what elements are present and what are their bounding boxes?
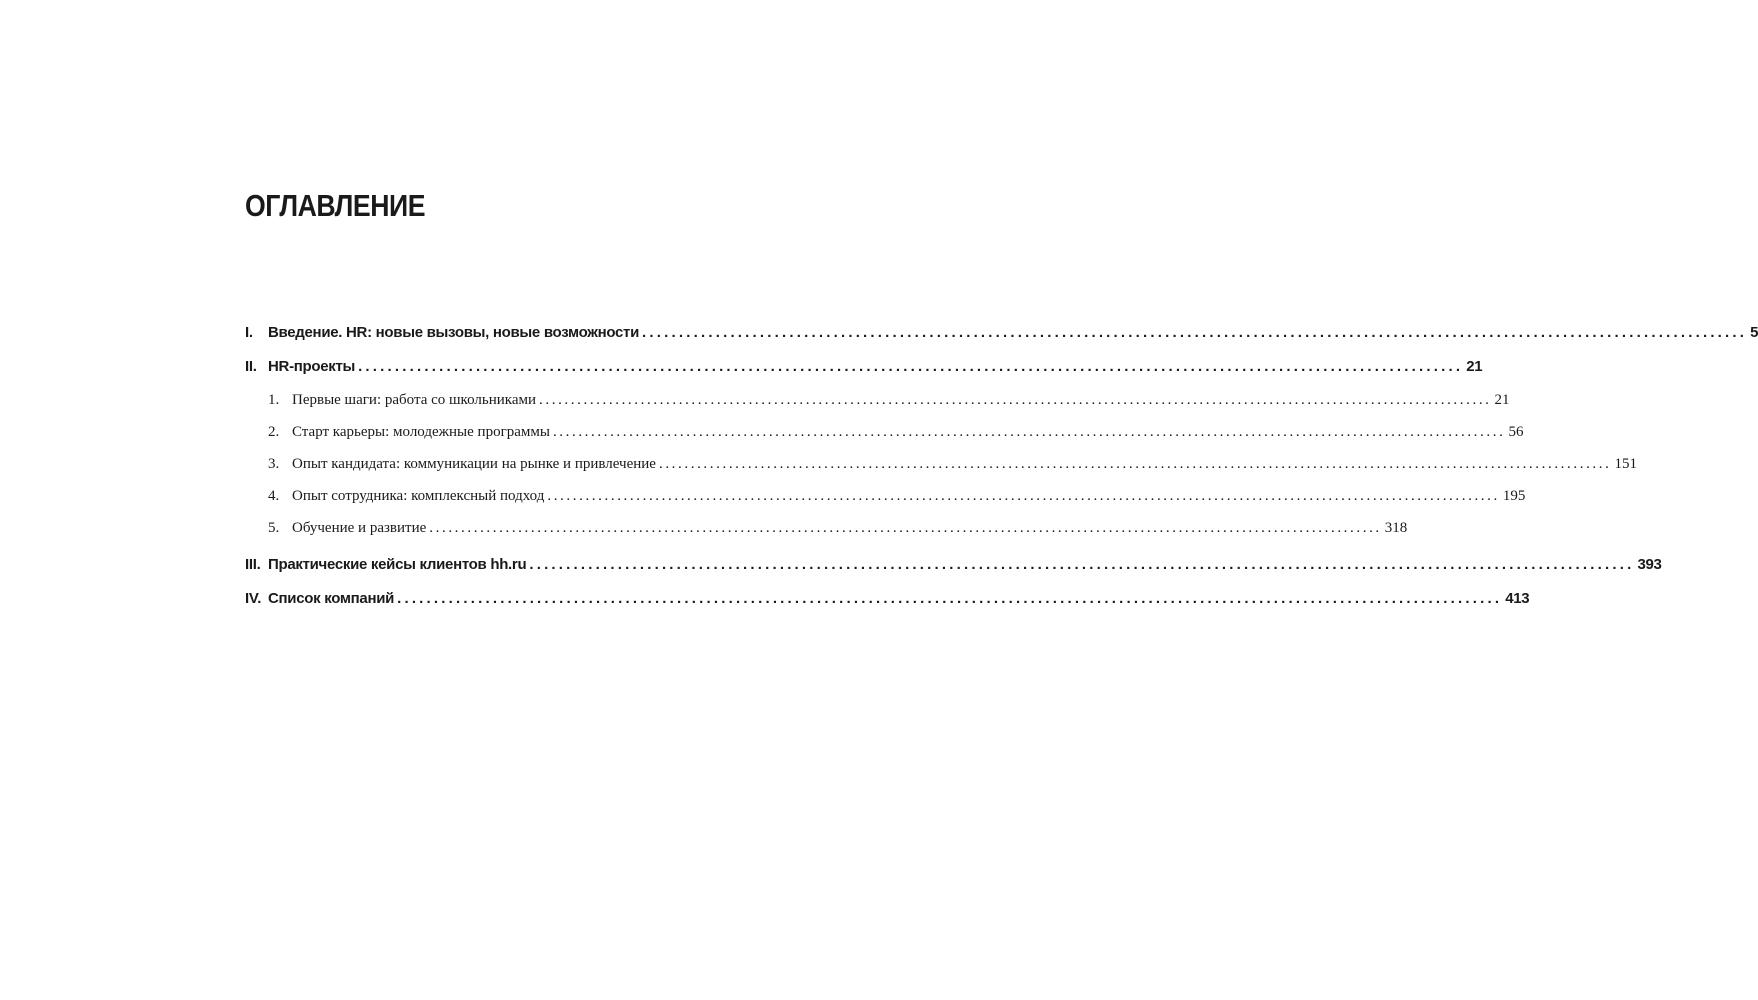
toc-entry-page: 56 — [1508, 424, 1524, 440]
dot-leader: ...................................................................................................................................................... — [397, 590, 1503, 607]
toc-entry-page: 318 — [1384, 520, 1408, 536]
dot-leader: ...................................................................................................................................................... — [547, 488, 1500, 504]
toc-subentry-2[interactable] — [245, 416, 1524, 448]
dot-leader: ...................................................................................................................................................... — [552, 424, 1506, 440]
toc-entry-title: Обучение и развитие — [292, 520, 427, 536]
toc-entry-number: 2. — [268, 424, 280, 440]
toc-entry-page: 21 — [1494, 392, 1510, 408]
toc-entry-part-3[interactable] — [245, 548, 1662, 582]
toc-entry-title: HR-проекты — [268, 358, 356, 375]
toc-entry-part-2[interactable] — [245, 350, 1483, 384]
toc-entry-title: Список компаний — [268, 590, 395, 607]
toc-entry-title: Практические кейсы клиентов hh.ru — [268, 556, 527, 573]
dot-leader: ...................................................................................................................................................... — [529, 556, 1635, 573]
toc-entry-page: 393 — [1637, 556, 1662, 573]
toc-entry-number: II. — [245, 358, 257, 375]
toc-entry-number: III. — [245, 556, 261, 573]
toc-entry-page: 195 — [1502, 488, 1526, 504]
toc-entry-page: 413 — [1505, 590, 1530, 607]
toc-entry-number: 3. — [268, 456, 280, 472]
toc-entry-page: 21 — [1466, 358, 1483, 375]
toc-entry-title: Опыт кандидата: коммуникации на рынке и привлечение — [292, 456, 656, 472]
dot-leader: ...................................................................................................................................................... — [539, 392, 1492, 408]
toc-entry-number: 4. — [268, 488, 280, 504]
toc-entry-number: 1. — [268, 392, 280, 408]
dot-leader: ...................................................................................................................................................... — [658, 456, 1612, 472]
table-of-contents — [245, 316, 1758, 616]
toc-entry-number: IV. — [245, 590, 262, 607]
toc-entry-title: Старт карьеры: молодежные программы — [292, 424, 550, 440]
toc-subentry-5[interactable] — [245, 512, 1408, 544]
toc-entry-number: I. — [245, 324, 253, 341]
toc-entry-page: 151 — [1614, 456, 1637, 472]
dot-leader: ...................................................................................................................................................... — [429, 520, 1382, 536]
toc-entry-part-1[interactable] — [245, 316, 1758, 350]
toc-entry-part-4[interactable] — [245, 582, 1530, 616]
page-title: ОГЛАВЛЕНИЕ — [245, 188, 426, 223]
toc-entry-number: 5. — [268, 520, 280, 536]
toc-entry-title: Опыт сотрудника: комплексный подход — [292, 488, 545, 504]
toc-subentry-3[interactable] — [245, 448, 1637, 480]
toc-entry-page: 5 — [1750, 324, 1758, 341]
toc-entry-title: Первые шаги: работа со школьниками — [292, 392, 537, 408]
toc-subentry-1[interactable] — [245, 384, 1510, 416]
toc-entry-title: Введение. HR: новые вызовы, новые возможности — [268, 324, 640, 341]
dot-leader: ...................................................................................................................................................... — [358, 358, 1464, 375]
toc-subentry-4[interactable] — [245, 480, 1526, 512]
dot-leader: ...................................................................................................................................................... — [642, 324, 1748, 341]
